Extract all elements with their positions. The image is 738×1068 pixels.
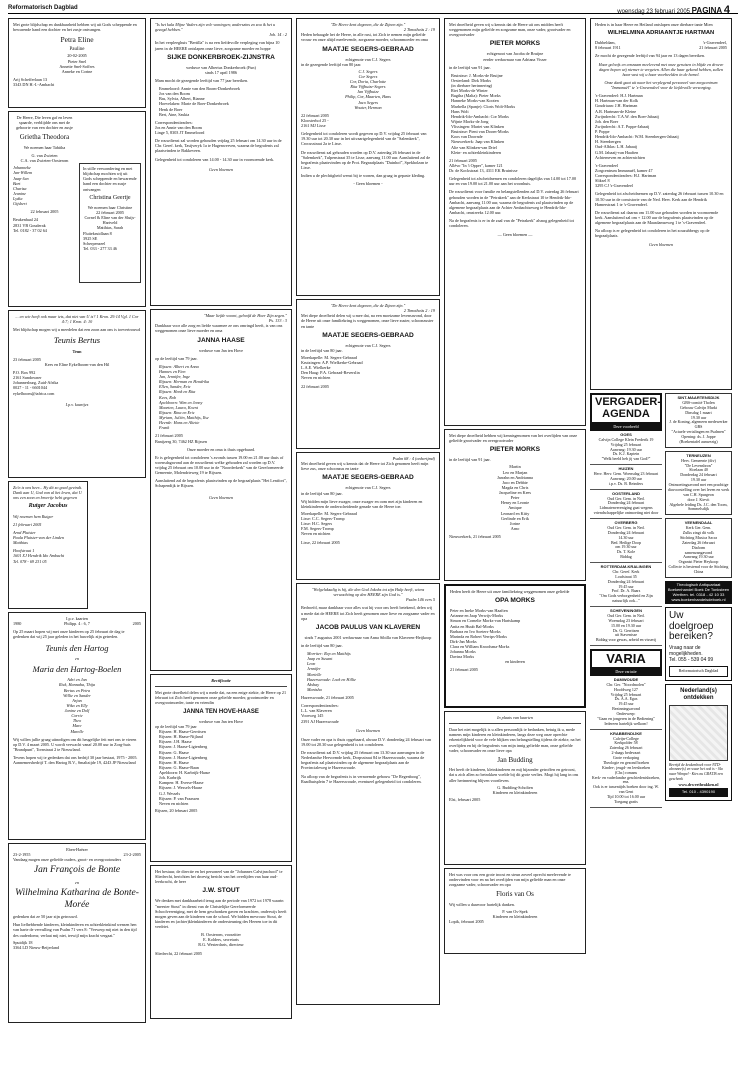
varia-item: KRABBENDIJKE Calvijn-College Kerkpolder 58 Zaterdag 26 februari 2-daags bedevaart Grote verkoping Theologie en gezond boeken Kinder-, jeugd- en leesboeken (Chr.) romans Kerk- en vaderlandse geschiedenisboeken, enz. Ook is er tussentijds boeken door ing. W. van Gent Tijd 10.00 tot 16.00 uur Toegang gratis <box>590 730 662 808</box>
birth-ad-petra: Met grote blijdschap en dankbaarheid hebben wij uit Gods scheppende en bewarende hand een dochter en het zusje ontvangen. Petra Eline Pauline 20-02-2005 Pieter Snel Annette Snel-Soffres Anneke en Corine Arij Schefferlaan 13 3343 DN H.-I.-Ambacht <box>8 18 146 108</box>
obituary-opa-morks: Heden heeft de Heere uit onze familiekring weggenomen onze geliefde OPA MORKS Peter en Ineke Morks-van Haaften Arianne en Jaap Verwijs-Morks Simon en Cornelie Morks-van Hartskamp Anita en Huub Bal-Morks Barbara en Ivo Soeters-Morks Marinda en Robert Verrips-Morks Dirk-Jan Morks Clara en William Kroodsma-Morks Johanna Morks Davina Morks en kinderen 21 februari 2005 <box>444 584 586 708</box>
obituary-van-klaveren: "Welgelukzalig is hij, die den God Jakobs tot zijn Hulp heeft, wiens verwachting op den HEERE zijn God is." Psalm 146 vers 5 Bedroefd, maar dankbaar voor alles wat hij voor ons heeft betekend, delen wij u mede dat de HEERE tot Zich heeft genomen onze lieve en zorgzame vader en opa JACOB PAULUS VAN KLAVEREN sinds 7 augustus 2001 weduwnaar van Anna Sibilla van Klaveren-Heijkoop in de leeftijd van 80 jaar. Morriter: Rep en Matthijs Jaap en Susant Leon Jennifer Marielle Hazerswoude: Loek en Hillie Akshay Manisha Hazerswoude, 21 februari 2005 Correspondentieadres: L.L. van Klaveren Voorweg 145 2391 AJ Hazerswoude Geen bloemen Onze vader en opa is thuis opgebaard, alwaar D.V. donderdag 24 februari van 19.00 tot 20.30 uur gelegenheid is tot condoleren. De rouwdienst zal D.V. vrijdag 25 februari om 13.30 uur aanvangen in de Nederlandse Hervormde kerk, Dorpsstraat 84 te Hazerswoude, waarna de begrafenis zal plaatsvinden op de algemene begraafplaats aan de Provincialeweg te Hazerswoude. Na afloop van de begrafenis is in vernoemde gebouw "De Regenboog", Raadhuisplein 7 te Hazerswoude, eventueel gelegenheid tot condoleren. <box>296 583 440 1005</box>
thanks-budding: In plaats van kaarten Daar het niet mogelijk is u allen persoonlijk te bedanken, betuig ik u, mede namens mijn kinderen en kleinkinderen, langs deze weg onze oprechte erkentelijkheid voor de vele blijken van belangstelling tijdens de ziekte, na het overlijden en bij de begrafenis van mijn innig geliefde man, onze geliefde vader, schoonvader en onze lieve opa Jan Budding Het heeft de kinderen, kleinkinderen en mij bijzonder getroffen en getroost, dat u zich allen zo betrokken voelde bij dit grote verlies. Mogt hij lang in ons aller herinnering blijven voortleven. G. Budding-Scholten Kinderen en kleinkinderen Elst, februari 2005 <box>444 711 586 865</box>
agenda-column: VERGADER-AGENDA Deze voorbeeld GOES Calvijn College Klein Frederik 19 Vrijdag 25 februari Aanvang: 19.30 uur Ds. K.J. Kaptein "Welk beeld heb jij van God?" HUIZEN Herv. Herv. Gem. Woensdag 23 februari Aanvang: 20.00 uur i.p.v. Ds. B. Reinders OOSTERLAND Oud Ger. Gem. in Ned. Donderdag 24 februari Lidmatenvereniging gaat wegens vriendschappelijke ontmoeting niet door OVERBERG Oud Ger. Gem. in Ned. Donderdag 24 februari 14.30 uur Bed. Heilige Doop om 19.30 uur Ds. T. Kole Biddag ROTTERDAM-KRALINGEN Chr. Geref. Kerk Loufstraat 35 Donderdag 24 februari 19.45 uur Prof. Dr. A. Baars "Om Gods verborgenheid en Zijn natuurlijk ook..." SCHEVENINGEN Oud Ger. Gem. in Ned. Woensdag 23 februari 15.00 en 19.30 uur Ds. G. Gerritsen uit Stavenisse Biddag voor gewas, arbeid en visserij VARIA Deze variatie DAMWOUDE Chr. Ger. "Noordmolen" Hoofdweg 127 Vrijdag 25 februari Ds. A.A. Egas 19.45 uur Bezinningsavond Onderwerp: "Gaan en jongeren in de Bediening" Iedereen hartelijk welkom! KRABBENDIJKE Calvijn-College Kerkpolder 58 Zaterdag 26 februari 2-daags bedevaart Grote verkoping Theologie en gezond boeken Kinder-, jeugd- en leesboeken (Chr.) romans Kerk- en vaderlandse geschiedenisboeken, enz. Ook is er tussentijds boeken door ing. W. van Gent Tijd 10.00 tot 16.00 uur Toegang gratis <box>590 393 662 808</box>
rd-logo: Reformatorisch Dagblad <box>669 666 728 677</box>
newspaper-name: Reformatorisch Dagblad <box>8 5 78 11</box>
column-2 <box>150 18 292 1022</box>
anniversary-ad-den-hartog: I.p.v. kaarten 1980 Philipp. 4 : 6, 7 2005 Op 25 maart hopen wij met onze kinderen op 25 februari de dag te gedenken dat wij 25 jaar geleden in het huwelijk zijn getreden. Teunis den Hartog en Maria den Hartog-Boelen Adri en Jan Rick, Hannaha, Thija Bertus en Petra Willie en Sander Arjan Wiko en Elly Janine en Dolf Corrie Theo Mare Marelle Wij willen jullie graag uitnodigen om dit heugelijke feit met ons te vieren op D.V. 4 maart 2005. U wordt verwacht vanaf 20.00 uur in Zorg-huis "Brandpunt", Tornstraat 2 te Nieuwland. Tevens hopen wij te gedenken dat ons bedrijf 30 jaar bestaat, 1975 - 2005. Aannemersbedrijf T. den Hartog B.V., Smaltzijde 19, 4243 JP Nieuwland <box>8 612 146 840</box>
deceased-name: PIETER MORKS <box>489 40 541 48</box>
deceased-name: JANNA HAASE <box>197 336 245 344</box>
deceased-name: JACOB PAULUS VAN KLAVEREN <box>315 623 421 631</box>
baby-name: Petra Eline <box>60 35 94 45</box>
anniversary-ad-de-bonte: Eben-Haëzer 23-2-1955 23-2-2005 Vandaag mogen onze geliefde ouders, groot- en overgrootouders Jan François de Bonte en Wilhelmina Katharina de Bonte-Morée gedenken dat ze 50 jaar zijn getrouwd. Hun liefhebbende kinderen, kleinkinderen en achterkleinkind wensen hen van harte de vervulling van Psalm 71 vers 8: "Verwerp mij niet in den tijd des ouderdoms; verlaat mij niet, terwijl mijn kracht vergaat." Spuidijk 18 3364 LD Nieuw-Beijerland <box>8 843 146 1023</box>
doelgroep-promo: Uw doelgroep bereiken? Vraag naar de mogelijkheden. Tel. 055 - 539 04 99 Reformatorisch Dagblad <box>665 607 732 681</box>
obituary-segers-3: Psalm 68 : 4 (onberijmd) Met droefheid geven wij u kennis dat de Heere tot Zich genomen heeft mijn lieve zus, onze schoonzus en tante MAATJE SEGERS-GEBRAAD echtgenote van C.J. Segers in de leeftijd van 80 jaar. Wij bidden mijn lieve zwager, onze zwager en oom met zijn kinderen en kleinkinderen de onderscheidende genade van de Heere toe. Moerkapelle: M. Segers-Gebraad Lisse: C.C. Segers-Tromp Lisse: H.C. Segers F.M. Segers-Tromp Neven en nichten Lisse, 22 februari 2005 <box>296 452 440 580</box>
baby-name: Grietha Theodora <box>19 133 70 142</box>
ntd-promo[interactable]: Nederland(s) ontdekken Bevrijd de keukenboek voor NTD-abonnee(s) en waar het ook is - Sla naar Wimpel - Kies nu GRATIS een geschenk www.drwertheakken.nl Tel. 010 - 4390190 <box>665 684 732 801</box>
agenda-item: OOSTERLAND Oud Ger. Gem. in Ned. Donderdag 24 februari Lidmatenvereniging gaat wegens vriendschappelijke ontmoeting niet door <box>590 490 662 519</box>
column-3 <box>296 18 440 1008</box>
birth-ad-teunis: ... en wie heeft ook maar iets, dat niet van U is? 1 Kron. 29:14 Vgl. 1 Cor 4:7; 1 Kron. 4: 10 Met blijdschap mogen wij u meedelen dat een zoon aan ons is toevertrouwd Teunis Bertus Teun 23 februari 2005 Kees en Eline Eykelboom-van den Hil P.O. Box 992 2161 Sundowner Johannesburg, Zuid-Afrika 0027 - 11 - 6601044 eykelboom@iafrica.com I.p.v. kaartjes <box>8 310 146 478</box>
agenda-item: OVERBERG Oud Ger. Gem. in Ned. Donderdag 24 februari 14.30 uur Bed. Heilige Doop om 19.30 uur Ds. T. Kole Biddag <box>590 519 662 563</box>
obituary-janna-haase: "Maar liefde woont, geloofd de Hoer Zijn zegen." Ps. 133 : 3 Dankbaar voor alle zorg en liefde waarmee ze ons omringd heeft, is van ons weggenomen onze lieve moeder en oma JANNA HAASE weduwe van Jan ten Hove op de leeftijd van 79 jaar. Rijssen: Albert en Anna Hannes en Fien Jan, Jennifer, Inge Rijssen: Herman en Hendrika Ellen, Sander, Eric Rijssen: Henk en Rita Kees, Rob Apeldoorn: Wim en Jenny Maarten, Laura, Koent Rijssen: Rina en Eric Myriam, Juliën, Matthijs, Ilse Heerde: Hans en Aliette Frank 21 februari 2005 Banijzerg 30, 7462 HZ Rijssen Onze moeder en oma is thuis opgebaard. Er is gelegenheid tot condoleren 's avonds tussen 19.00 en 21.00 uur thuis of woensdagavond aan de rouwdienst welke gehouden zal worden op D.V. vrijdag 25 februari om 10.00 uur in de "Noorderkerk" van de Gereformeerde Gemeente, Molendrieweg 19 te Rijssen. Aansluitend zal de begrafenis plaatsvinden op de begraafplaats "Het Lentfort", Schapendijk te Rijssen. Geen bloemen <box>150 309 292 671</box>
deceased-name: MAATJE SEGERS-GEBRAAD <box>322 45 414 53</box>
agenda-item: ROTTERDAM-KRALINGEN Chr. Geref. Kerk Loufstraat 35 Donderdag 24 februari 19.45 uur Prof. Dr. A. Baars "Om Gods verborgenheid en Zijn natuurlijk ook..." <box>590 563 662 607</box>
column-4 <box>444 18 586 957</box>
agenda-item: HUIZEN Herv. Herv. Gem. Woensdag 23 februari Aanvang: 20.00 uur i.p.v. Ds. B. Reinders <box>590 465 662 490</box>
deceased-name: SIJKE DONKERBROEK-ZIJNSTRA <box>167 53 275 61</box>
deceased-name: Jan Budding <box>497 755 533 764</box>
page-date: woensdag 23 februari 2005 PAGINA 4 <box>617 4 730 16</box>
deceased-name: PIETER MORKS <box>489 446 541 454</box>
obituary-stout: Het bestuur, de directie en het personeel van de "Johannes Calvijnschool" te Sliedrecht, berichten het droevig bericht van het overlijden van haar oud-leerkracht, de heer J.W. STOUT We denken met dankbaarheid terug aan de periode van 1972 tot 1978 waarin "meester Stout" in dienst van de Christelijke Gereformeerde Schoolvereniging, met de hem geschonken gaven en krachten, onderwijs heeft mogen geven aan de kinderen van de school. We bidden mevrouw Stout, de kinderen en (achter)kleinkinderen de ondersteuning des Heeren toe in dit verdriet. B. Oosterom, voorzitter E. Kolders, secretaris R.G. Westerdaris, directeur Sliedrecht, 22 februari 2005 <box>150 865 292 1019</box>
event-terneuzen: TERNEUZEN Herv. Gemeente (div) "De Levensbron" Sloelaan 40 Donderdag 24 februari 19.30 uur Ontmoetingsavond met een prachtige diavoorstelling over het leven en werk van C.H. Spurgeon door J. Kievit Algehele leiding Ds. J.C. den Toom, Sommelsdijk <box>665 451 732 516</box>
thanks-floris-van-os: Het was voor ons een grote troost en steun zoveel oprecht meelevende te ondervinden voor en na het overlijden van mijn geliefde man en onze zorgzame vader, schoonvader en opa Floris van Os Wij willen u daarvoor hartelijk danken. P. van Os-Spek Kinderen en kleinkinderen Lopik, februari 2005 <box>444 868 586 954</box>
obituary-segers-1: "De Heere kent degenen, die de Zijnen zijn." 2 Timotheüs 2 : 19 Heden behaagde het de Heere, in alle rust, tot Zich te nemen mijn geliefde vrouw en onze altijd meelevende, zorgzame moeder, schoonmoeder en oma MAATJE SEGERS-GEBRAAD echtgenote van C.J. Segers in de gezegende leeftijd van 80 jaar. C.J. Segers Cor Segers Cor, Doria, Charlotte Rita Vijfhuize-Segers Jan Vijfhuize Philip, Cor, Maarten, Hans Jaco Segers Wouter, Herman 22 februari 2005 Kloosterhof 25 - 2161 MJ Lisse Gelegenheid tot condoleren wordt gegeven op D.V. vrijdag 25 februari van 19.30 uur tot 20.30 uur in het uitvaartgelegenheid van de "Salemkerk", Crocusstraat 2a te Lisse. De rouwdienst zal gehouden worden op D.V. zaterdag 26 februari in de "Salemkerk", Tulpenstraat 35 te Lisse, aanvang 11.00 uur. Aansluitend zal de begrafenis plaatsvinden op de Prot. Begraafplaats "Duinhof", Spekholzan te Lisse. Indien u de plechtigheid wenst bij te wonen, dan graag in gepaste kleding. - Geen bloemen - <box>296 18 440 296</box>
obituary-segers-2: "De Heere kent degenen, die de Zijnen zijn." 2 Timotheüs 2 : 19 Met diepe droefheid delen wij u mee dat, na een moeizame levensavond, door de Heere uit onze familiekring is weggenomen, onze lieve zuster, schoonzuster en tante MAATJE SEGERS-GEBRAAD echtgenote van C.J. Segers in de leeftijd van 80 jaar. Moerkapelle: M. Segers-Gebraad Krutzingen: A.P. Wielkerke-Gebraad L.A.E. Wielkerke Den Haag: P.A. Gebraad-Reverslin Neven en nichten 22 februari 2005 <box>296 299 440 449</box>
agenda-title: VERGADER-AGENDA <box>590 393 662 424</box>
page-header <box>8 4 738 14</box>
rectification-ten-hove: Rectificatie Met grote droefheid delen wij u mede dat, na een enige ziekte, de Heere op 21 februari tot Zich heeft genomen onze geliefde moeder, grootmoeder en overgrootmoeder, tante en vriendin JANNA TEN HOVE-HAASE weduwe van Jan ten Hove op de leeftijd van 79 jaar Rijssen: H. Haase-Gerritsen Rijssen: H. Haase-Nijland Rijssen: J.H. Haase Rijssen: J. Haase-Ligtenberg Rijssen: G. Haase Rijssen: J. Haase-Ligtenberg Rijssen: H. Haase Rijssen: G. Haase-Baan Apeldoorn: H. Karbrijk-Haase Joh. Karbrijk Kampen: H. Everse-Haase Rijssen: J. Wessels-Haase G.J. Wessels Rijssen: P. van Fraassen Neven en nichten Rijssen, 20 februari 2005 <box>150 674 292 862</box>
obituary-morks-1: Met droefheid geven wij u kennis dat de Heere uit ons midden heeft weggenomen mijn geliefde en zorgzame man, onze vader, grootvader en overgrootvader PIETER MORKS echtgenoot van Jacoba de Bruijne eerder weduwnaar van Adriana Visser in de leeftijd van 91 jaar. Bruinisse: J. Morks-de Bruijne Oesterland: Dirk Morks (in dierbare herinnering) Riet Morks-de Winter Bugtha (Malta): Pieter Morks Hanneke Morks-van Kooten Marbella (Spanje): Cloris Wolt-Morks Hans Wolt Hendrik-Ido-Ambacht: Cor Morks Wijnte Morks-de Jong Vlissingen: Mariet van Klinken Bruinisse: Pieni van Doorn-Morks Koos van Doornde Nieuwerkerk: Jaap van Klinken Alie van Klinken-van Driel Klein- en achterkleinkinderen 21 februari 2005 Allévo "In 't Opper", kamer 121 Dr. de Kockstraat 13, 4311 EK Bruinisse Gelegenheid tot afscheidnemen en condoleren dagelijks van 14.00 tot 17.00 uur en van 19.00 tot 21.00 uur aan het woonhuis. De rouwdienst voor familie en belangstellenden zal D.V. zaterdag 26 februari gehouden worden in de "Petrakerk" aan de Kerkstraat 10 te Hendrik-Ido-Ambacht, aanvang 11.00 uur, waarna de begrafenis zal plaatsvinden op de algemene begraafplaats aan de Achter Ambachtseweg te Hendrik-Ido-Ambacht, omstreeks 12.00 uur. Na de begrafenis is er in de zaal van de "Petrakerk" alsnog gelegenheid tot condoleren. — Geen bloemen — <box>444 18 586 426</box>
deceased-name: OPA MORKS <box>495 597 535 605</box>
deceased-name: JANNA TEN HOVE-HAASE <box>183 708 259 715</box>
deceased-name: J.W. STOUT <box>202 887 240 895</box>
obituary-donkerbroek: "Is het kala Mijne Vaders zijn vele woningen; anderszins zo zou ik het u gezegd hebben." Joh. 14 : 2 In het verpleeghuis "Bertilla" is na een liefdevolle verpleging van bijna 10 jaren in de HEERE ontslapen onze lieve, zorgzame moeder en hoppe SIJKE DONKERBROEK-ZIJNSTRA weduwe van Albertus Donkerbroek (Fun) sinds 17 april 1986 Mam mocht de gezegende leeftijd van 77 jaar bereiken. Emmeloord: Annie van den Boom-Donkerbroek Jos van den Boom Bas, Sylvia, Albert, Rianne Hoevelaken: Marie de Boer-Donkerbroek Henk de Boer Bert, Aine, Saskia Correspondentieadres: Jos en Annie van den Boom Linge 5, 8303 JT Emmeloord De rouwdienst zal worden gehouden vrijdag 25 februari om 14.30 uur in de Chr. Geref. kerk, Tasijveryk 1a te Hagenwerven, waarna de begrafenis zal plaatsvinden te Bakkeveen. Gelegenheid tot condoleren van 14.00 - 14.30 uur in voornoemde kerk. Geen bloemen <box>150 18 292 306</box>
varia-title: VARIA <box>590 649 662 669</box>
cartoon-illustration <box>669 705 728 761</box>
deceased-name: MAATJE SEGERS-GEBRAAD <box>322 474 414 482</box>
antiquariaat-ad: Theologisch Antiquariaat Boekenhandel Boek De Tonksteen Werthen. tel. 0318 - 42 10 33 www.boekenhandelsdeboek.nl <box>665 581 732 605</box>
obituary-hartman: Heden is in haar Heere en Heiland ontslapen onze dierbare tante Mien WILHELMINA ADRIAANTJE HARTMAN Dubbeldam, 8 februari 1911 's-Gravendeel, 21 februari 2005 Ze mocht de gezegende leeftijd van 94 jaar en 13 dagen bereiken. Haar geloofs en eenzaam meelevend met onze geruisen in blijde en droeve dagen hopen wij niemer te vergeten. Allen die haar gekend hebben, zullen haar vast wij u haar voorbeelden in de hemel. Onze dank gaat uit naar het verplegend personeel van zorgcentrum "Immanuël" te 's-Gravendeel voor de liefdevolle verzorging. 's-Gravendeel: H.J. Hartman H. Hartman-van der Kolk Goudriaan: J.H. Hartman A.R. Hartman-de Kleine Zwijndrecht: T.A.W. den Boer-Jabaaij Joh. den Boer Zwijndrecht: A.T. Poppe-Jabaaij P. Poppe Hendrik-Ido-Ambacht: W.M. Steenbergen-Jabaaij H. Steenbergen Oud-Alblas: L.H. Jabaaij G.M. Jabaaij-van Haaften Achterneven en achternichten 's-Gravendeel Zorgcentrum Immanuël, kamer 47 Correspondentieadres: H.J. Hartman Sliksel 8 3295 CJ 's-Gravendeel Gelegenheid tot afscheidnemen op D.V. zaterdag 26 februari tussen 10.30 en 10.50 uur in de consistorie van de Ned. Herv. Kerk aan de Hendrik Hamerstraat 1 te 's-Gravendeel. De rouwdienst zal daarna om 11.00 uur gehouden worden in voornoemde kerk. Aansluitend zal om + 12.00 uur de begrafenis plaatsvinden op de algemene begraafplaats aan de Maasdamseweg 1 te 's-Gravendeel. Na afloop is er gelegenheid tot condoleren in het zouzuhbergy op de begraafplaats. Geen bloemen <box>590 18 732 390</box>
deceased-name: WILHELMINA ADRIAANTJE HARTMAN <box>607 30 715 37</box>
obituary-morks-2: Met diepe droefheid hebben wij kennisgenomen van het overlijden van onze geliefde grootvader en overgrootvader PIETER MORKS in de leeftijd van 91 jaar. Martin Leo en Marjan Jarrahn en Andrianna Jaco en Debbie Magda en Chris Jacqueline en Kees Peter Henry en Leonie Amique Leonard en Kitty Gerlinde en Erik Jorine Arno Nieuwerkerk, 21 februari 2005 <box>444 429 586 581</box>
event-veenendaal: VEENENDAAL Kerk Ger. Gem. Zulks zingt dit volk Stichting Musica Sacra Zaterdag 26 februari Diaform samenzangavond Aanvang 19.30 uur Organist Pieter Heykoop Collecte is bestemd voor de Stichting China <box>665 518 732 578</box>
agenda-item: GOES Calvijn College Klein Frederik 19 Vrijdag 25 februari Aanvang: 19.30 uur Ds. K.J. Kaptein "Welk beeld heb jij van God?" <box>590 431 662 465</box>
column-5 <box>590 18 732 808</box>
varia-item: DAMWOUDE Chr. Ger. "Noordmolen" Hoofdweg 127 Vrijdag 25 februari Ds. A.A. Egas 19.45 uur Bezinningsavond Onderwerp: "Gaan en jongeren in de Bediening" Iedereen hartelijk welkom! <box>590 676 662 730</box>
deceased-name: Floris van Os <box>496 890 534 899</box>
column-1 <box>8 18 146 1026</box>
birth-ad-grietha: De Heere, Die leven gaf en leven spaarde, verblijdde ons met de geboorte van een dochter en zusje Grietha Theodora We noemen haar Tabitha G. van Zwieten C.A. van Zwieten-Oosterom Johanneke Jan-Willem Jaap-Jan Bart Charisa Jeanine Lydia Gijsbert 22 februari 2005 Beukenhaal 24 2831 VB Gouderak Tel. 0182 - 37 02 64 In stille verwondering en met blijdschap mochten wij uit Gods scheppende en bewarende hand een dochter en zusje ontvangen Christina Geertje We noemen haar Christine 22 februari 2005 Cornel & Eline van der Sluijs-Hartveld Matthias, Sarah Fluitekruidlaan 8 3925 SE Scherpenzeel Tel. 033 - 277 33 46 <box>8 111 146 307</box>
birth-ad-rutger: Zo'n is ons heer... Hy dit zo goed gevindt. Dank aan U, God van al het leven, dat U ons een zoon en broertje hebt gegeven Rutger Jacobus Wij noemen hem Rutger 21 februari 2005 Arnd Pluister Paula Pluister-van der Linden Matthias Hoofstraat 1 1601 XJ Hendrik Ido Ambacht Tel. 078 - 69 231 05 <box>8 481 88 609</box>
event-sint-maartensdijk: SINT-MAARTENSDIJK GBS-comité Tholen Gebouw Calvijn Markt Dinsdag 1 maart 19.30 uur J. de Koning, algemeen medewerker GBS "Actuele vertalingen en Psalmen" Opening: ds. J. Joppe (Boekentafel aanwezig) <box>665 393 732 448</box>
agenda-side-column <box>665 393 732 808</box>
deceased-name: MAATJE SEGERS-GEBRAAD <box>322 331 414 339</box>
agenda-item: SCHEVENINGEN Oud Ger. Gem. in Ned. Woensdag 23 februari 15.00 en 19.30 uur Ds. G. Gerritsen uit Stavenisse Biddag voor gewas, arbeid en visserij <box>590 607 662 646</box>
birth-ad-christina: In stille verwondering en met blijdschap mochten wij uit Gods scheppende en bewarende hand een dochter en zusje ontvangen Christina Geertje We noemen haar Christine 22 februari 2005 Cornel & Eline van der Sluijs-Hartveld Matthias, Sarah Fluitekruidlaan 8 3925 SE Scherpenzeel Tel. 033 - 277 33 46 <box>79 163 141 283</box>
agenda-section <box>590 393 732 808</box>
